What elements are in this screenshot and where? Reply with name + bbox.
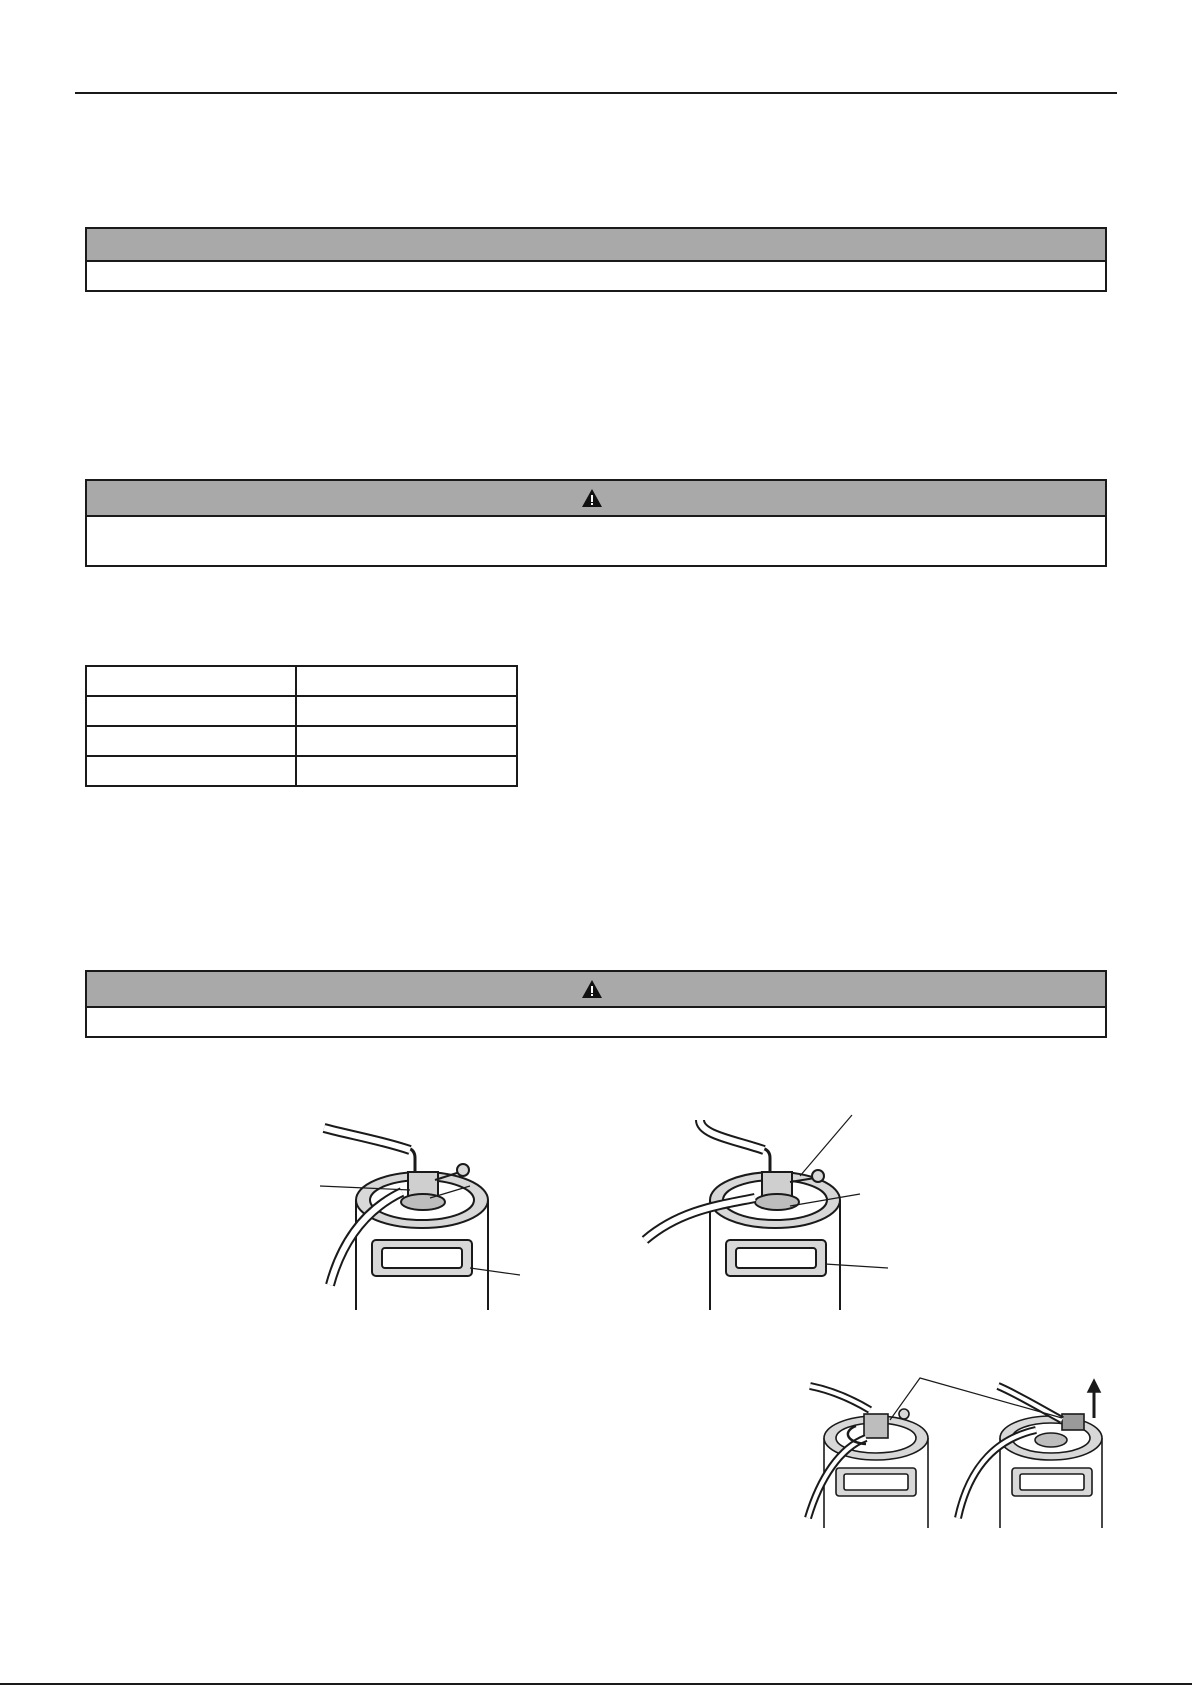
table-cell <box>86 726 296 756</box>
top-rule <box>75 92 1117 94</box>
table-row <box>86 726 517 756</box>
table-cell <box>296 756 517 786</box>
table-cell <box>296 666 517 696</box>
table-cell <box>296 696 517 726</box>
notice-body <box>87 262 1105 270</box>
table-cell <box>86 666 296 696</box>
warning-header <box>87 481 1105 517</box>
keg-coupler-figure <box>640 1110 900 1310</box>
warning-body <box>87 517 1105 525</box>
notice-header <box>87 229 1105 262</box>
keg-coupler-disconnect-figure <box>800 1368 1110 1528</box>
warning-box <box>85 479 1107 567</box>
table-cell <box>86 696 296 726</box>
warning-box <box>85 970 1107 1038</box>
warning-header <box>87 972 1105 1008</box>
table-cell <box>86 756 296 786</box>
table-row <box>86 756 517 786</box>
table-cell <box>296 726 517 756</box>
warning-triangle-icon <box>581 979 603 999</box>
warning-body <box>87 1008 1105 1016</box>
keg-coupler-figure <box>320 1110 540 1310</box>
notice-box <box>85 227 1107 292</box>
table-row <box>86 696 517 726</box>
table-row <box>86 666 517 696</box>
warning-triangle-icon <box>581 488 603 508</box>
spec-table <box>85 665 518 787</box>
